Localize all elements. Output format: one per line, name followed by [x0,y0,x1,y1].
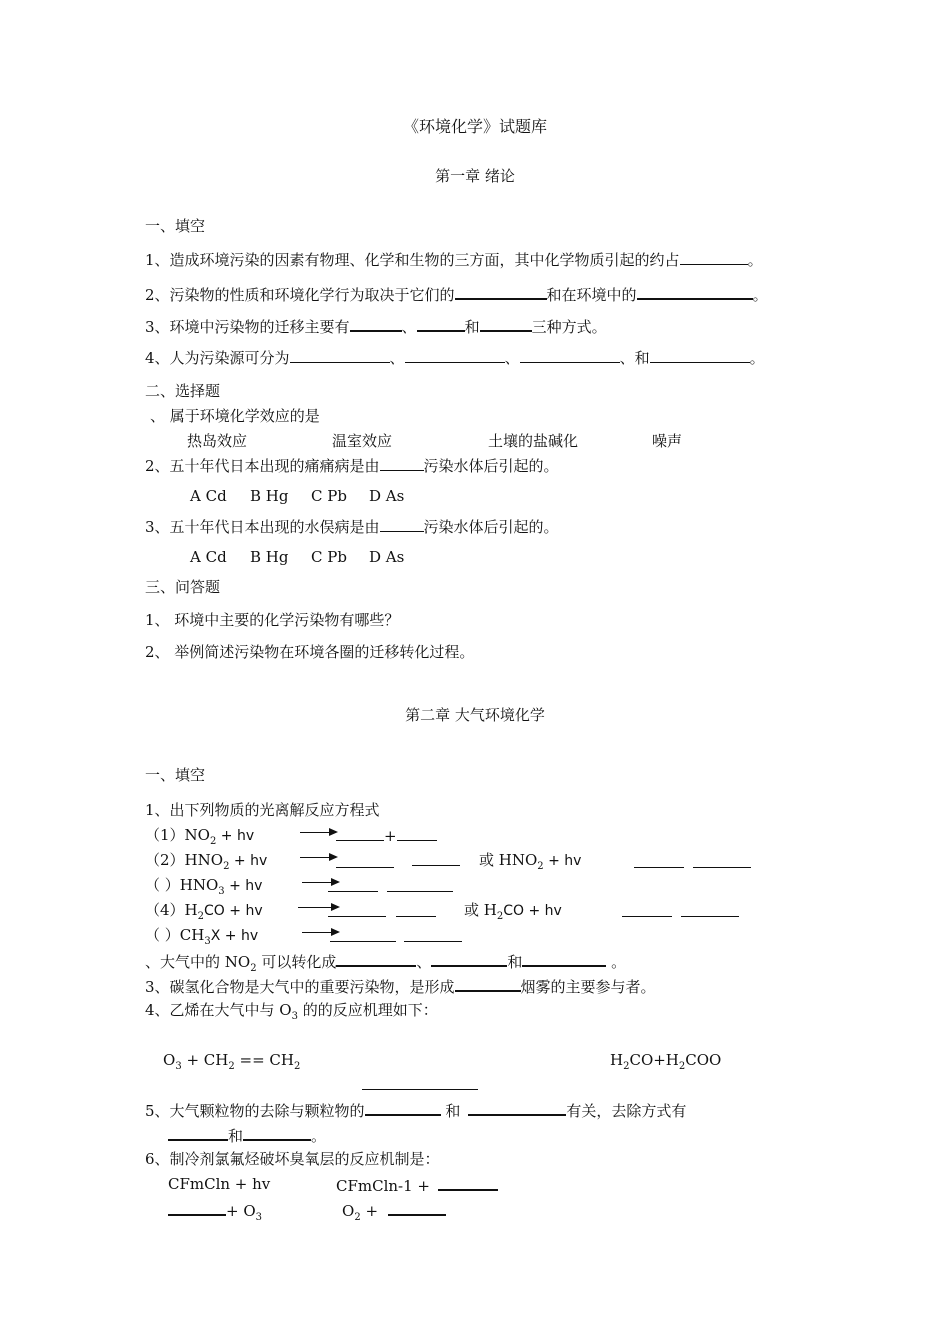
option: A Cd [190,548,227,566]
formula: HNO [184,851,224,869]
choice-question-3 [145,517,559,536]
question-text: 污染水体后引起的。 [423,518,559,536]
question-text: 2、污染物的性质和环境化学行为取决于它们的 [145,286,455,304]
reaction-number: （4） [145,901,185,919]
subscript: 2 [678,1061,686,1072]
question-text: 和 [464,318,480,336]
formula: + [360,1202,379,1220]
ozonolysis-products [610,1051,722,1072]
blank [397,826,437,841]
option: B Hg [250,548,289,566]
option: A Cd [190,487,227,505]
blank [650,348,750,363]
subscript: 3 [218,886,225,897]
blank [168,1200,226,1216]
cfc-reaction-2-product [342,1200,446,1223]
question-2 [145,284,768,304]
question-text: 2、五十年代日本出现的痛痛病是由 [145,457,380,475]
question-text: 和 [507,953,523,971]
subscript: 3 [204,936,211,947]
punct: 、和 [619,349,650,367]
reaction-5 [145,926,258,945]
blank [336,951,416,967]
blank [455,284,547,300]
question-text: 可以转化成 [256,953,337,971]
question-text: 的的反应机理如下： [298,1001,438,1019]
formula: + O [226,1202,256,1220]
formula: HNO [179,876,219,894]
choice-question-2 [145,456,559,475]
blank [404,941,462,942]
section-fill-blank: 一、填空 [145,766,206,784]
punct: 。 [752,286,768,304]
option: D As [369,487,405,505]
option: 噪声 [652,432,683,450]
punct: 。 [606,953,627,971]
blank [380,456,424,471]
reaction-1 [145,826,254,845]
blank [328,891,378,892]
formula: CH [179,926,205,944]
option: 土壤的盐碱化 [488,432,579,450]
question-text: 和在环境中的 [546,286,637,304]
blank [336,826,384,841]
document-title: 《环境化学》试题库 [402,117,547,136]
subscript: 2 [250,963,257,974]
blank [328,916,386,917]
blank [290,348,390,363]
question-text: 5、大气颗粒物的去除与颗粒物的 [145,1102,365,1120]
question-6: 6、制冷剂氯氟烃破坏臭氧层的反应机制是： [145,1150,440,1168]
subscript: 2 [496,911,504,922]
blank [438,1175,498,1191]
formula: NO [184,826,210,844]
chapter-2-heading: 第二章 大气环境化学 [405,706,545,724]
formula: H [610,1051,624,1069]
question-4 [145,1001,438,1022]
formula: + hv [216,828,255,844]
question-2 [145,951,627,974]
blank [336,867,394,868]
chapter-1-heading: 第一章 绪论 [435,167,515,185]
formula: 或 H [464,901,497,919]
blank [622,916,672,917]
blank [693,867,751,868]
punct: 。 [749,349,765,367]
subscript: 3 [255,1212,263,1223]
question-1 [145,250,763,269]
question-text: 3、环境中污染物的迁移主要有 [145,318,350,336]
reaction-number: （ ） [145,926,180,944]
right-arrow-icon [302,882,338,883]
blank [168,1125,228,1141]
subscript: 2 [209,836,217,847]
punct: 、 [416,953,432,971]
blank [637,284,753,300]
formula: COO [685,1051,722,1069]
question-5 [145,1100,686,1120]
question-text: 污染水体后引起的。 [423,457,559,475]
question-text: 、大气中的 NO [145,953,251,971]
blank [681,916,739,917]
blank [388,1200,446,1216]
reaction-number: （ ） [145,876,180,894]
blank [417,316,465,332]
question-5-cont [168,1125,326,1145]
blank [634,867,684,868]
cfc-reaction-1-reactant: CFmCln + hv [168,1175,271,1193]
formula: + CH [181,1051,229,1069]
subscript: 2 [223,861,230,872]
question-1: 1、出下列物质的光离解反应方程式 [145,801,380,819]
qa-question-2: 2、 举例简述污染物在环境各圈的迁移转化过程。 [145,643,475,661]
question-text: 4、人为污染源可分为 [145,349,290,367]
blank [405,348,505,363]
subscript: 2 [537,861,544,872]
formula: == CH [234,1051,294,1069]
question-4 [145,348,765,367]
question-text: 三种方式。 [531,318,607,336]
blank [680,250,748,265]
reaction-number: （2） [145,851,185,869]
section-fill-blank: 一、填空 [145,217,206,235]
reaction-number: （1） [145,826,185,844]
blank [365,1100,441,1116]
qa-question-1: 1、 环境中主要的化学污染物有哪些？ [145,611,400,629]
formula: O [163,1051,176,1069]
reaction-4-alt [464,901,562,920]
reaction-4 [145,901,263,920]
formula: 或 HNO [479,851,538,869]
cfc-reaction-1-product [336,1175,498,1195]
formula: CFmCln-1 + [336,1177,430,1195]
blank [362,1089,478,1090]
blank [412,865,460,866]
option: 温室效应 [332,432,393,450]
punct: 。 [311,1127,327,1145]
option: C Pb [311,548,347,566]
formula: + hv [543,853,582,869]
formula: X + hv [210,928,259,944]
right-arrow-icon [298,907,338,908]
subscript: 2 [623,1061,630,1072]
blank [480,316,532,332]
option: 热岛效应 [187,432,248,450]
subscript: 3 [175,1061,182,1072]
plus: + [384,827,397,845]
subscript: 3 [291,1011,298,1022]
subscript: 2 [354,1212,361,1223]
question-text: 有关，去除方式有 [566,1102,687,1120]
blank [396,916,436,917]
blank [387,891,453,892]
question-3 [145,976,656,996]
question-text: 3、五十年代日本出现的水俣病是由 [145,518,380,536]
right-arrow-icon [300,857,336,858]
punct: 。 [747,251,763,269]
formula: CO+H [629,1051,679,1069]
question-text: 4、乙烯在大气中与 O [145,1001,292,1019]
subscript: 2 [293,1061,301,1072]
blank [522,951,606,967]
subscript: 2 [197,911,205,922]
reaction-3 [145,876,262,895]
blank [330,941,396,942]
blank [243,1125,311,1141]
question-text: 3、碳氢化合物是大气中的重要污染物，是形成 [145,978,455,996]
section-multiple-choice: 二、选择题 [145,382,221,400]
question-text: 烟雾的主要参与者。 [520,978,656,996]
products [336,826,437,845]
blank [468,1100,566,1116]
choice-question-1: 、 属于环境化学效应的是 [150,407,320,425]
punct: 、 [504,349,520,367]
question-3 [145,316,607,336]
formula: CO + hv [204,903,263,919]
right-arrow-icon [302,932,338,933]
question-text: 和 [440,1102,461,1120]
blank [380,517,424,532]
section-qa: 三、问答题 [145,578,221,596]
formula: H [184,901,198,919]
reaction-2 [145,851,267,870]
option: D As [369,548,405,566]
question-text: 和 [228,1127,244,1145]
blank [455,976,521,992]
cfc-reaction-2-reactant [168,1200,263,1223]
ozonolysis-reactants [163,1051,301,1072]
formula: + hv [224,878,263,894]
formula: CO + hv [503,903,562,919]
question-text: 1、造成环境污染的因素有物理、化学和生物的三方面，其中化学物质引起的约占 [145,251,680,269]
blank [431,951,507,967]
blank [350,316,402,332]
punct: 、 [389,349,405,367]
punct: 、 [401,318,417,336]
option: C Pb [311,487,347,505]
right-arrow-icon [300,832,336,833]
option: B Hg [250,487,289,505]
formula: + hv [229,853,268,869]
formula: O [342,1202,355,1220]
subscript: 2 [228,1061,235,1072]
reaction-2-alt [479,851,581,870]
blank [520,348,620,363]
